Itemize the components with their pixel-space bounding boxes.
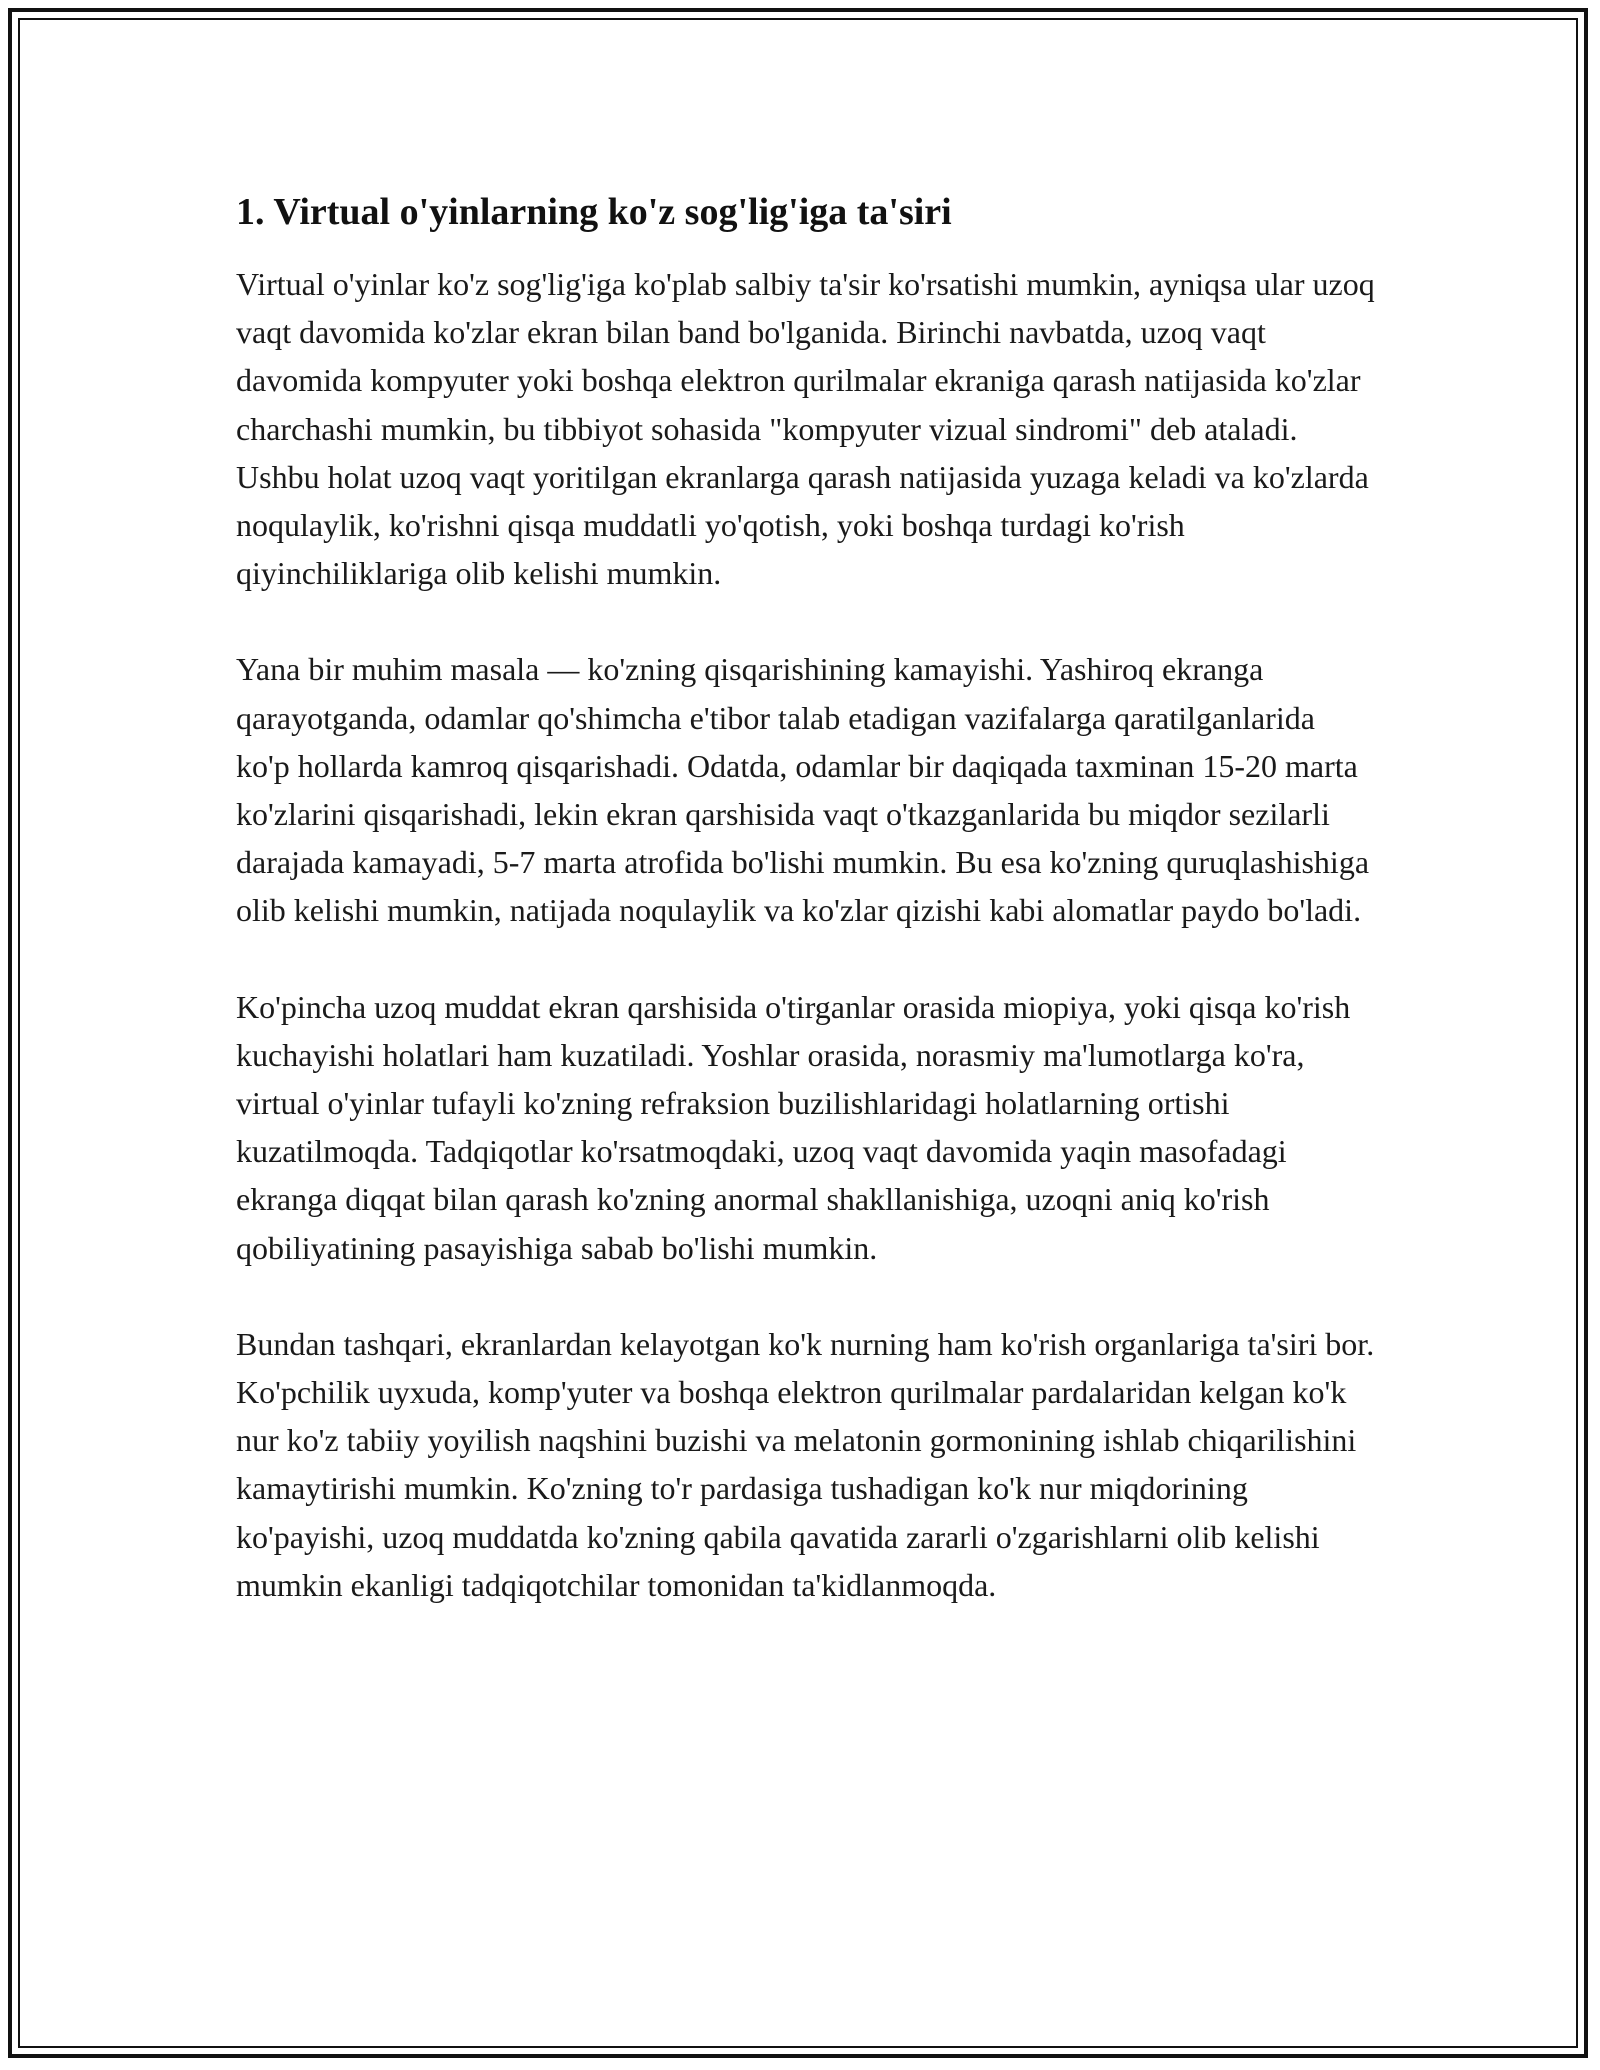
paragraph-eye-strain: Virtual o'yinlar ko'z sog'lig'iga ko'plab salbiy ta'sir ko'rsatishi mumkin, ayniqsa ular uzoq vaqt davomida ko'zlar ekran bilan band bo'lganida. Birinchi navbatda, uzoq vaqt davomida kompyuter yoki boshqa elektron qurilmalar ekraniga qarash natijasida ko'zlar charchashi mumkin, bu tibbiyot sohasida "kompyuter vizual sindromi" deb ataladi. Ushbu holat uzoq vaqt yoritilgan ekranlarga qarash natijasida yuzaga keladi va ko'zlarda noqulaylik, ko'rishni qisqa muddatli yo'qotish, yoki boshqa turdagi ko'rish qiyinchiliklariga olib kelishi mumkin.	[236, 266, 1375, 592]
paragraph-blue-light: Bundan tashqari, ekranlardan kelayotgan ko'k nurning ham ko'rish organlariga ta'siri bor. Ko'pchilik uyxuda, komp'yuter va boshqa elektron qurilmalar pardalaridan kelgan ko'k nur ko'z tabiiy yoyilish naqshini buzishi va melatonin gormonining ishlab chiqarilishini kamaytirishi mumkin. Ko'zning to'r pardasiga tushadigan ko'k nur miqdorining ko'payishi, uzoq muddatda ko'zning qabila qavatida zararli o'zgarishlarni olib kelishi mumkin ekanligi tadqiqotchilar tomonidan ta'kidlanmoqda.	[236, 1325, 1375, 1603]
section-title: 1. Virtual o'yinlarning ko'z sog'lig'iga ta'siri	[236, 191, 952, 233]
paragraph-blinking: Yana bir muhim masala — ko'zning qisqarishining kamayishi. Yashiroq ekranga qarayotganda, odamlar qo'shimcha e'tibor talab etadigan vazifalarga qaratilganlarida ko'p hollarda kamroq qisqarishadi. Odatda, odamlar bir daqiqada taxminan 15-20 marta ko'zlarini qisqarishadi, lekin ekran qarshisida vaqt o'tkazganlarida bu miqdor sezilarli darajada kamayadi, 5-7 marta atrofida bo'lishi mumkin. Bu esa ko'zning quruqlashishiga olib kelishi mumkin, natijada noqulaylik va ko'zlar qizishi kabi alomatlar paydo bo'ladi.	[236, 651, 1370, 929]
document-body	[236, 186, 1376, 1657]
paragraph-myopia: Ko'pincha uzoq muddat ekran qarshisida o'tirganlar orasida miopiya, yoki qisqa ko'rish kuchayishi holatlari ham kuzatiladi. Yoshlar orasida, norasmiy ma'lumotlarga ko'ra, virtual o'yinlar tufayli ko'zning refraksion buzilishlaridagi holatlarning ortishi kuzatilmoqda. Tadqiqotlar ko'rsatmoqdaki, uzoq vaqt davomida yaqin masofadagi ekranga diqqat bilan qarash ko'zning anormal shakllanishiga, uzoqni aniq ko'rish qobiliyatining pasayishiga sabab bo'lishi mumkin.	[236, 988, 1351, 1266]
